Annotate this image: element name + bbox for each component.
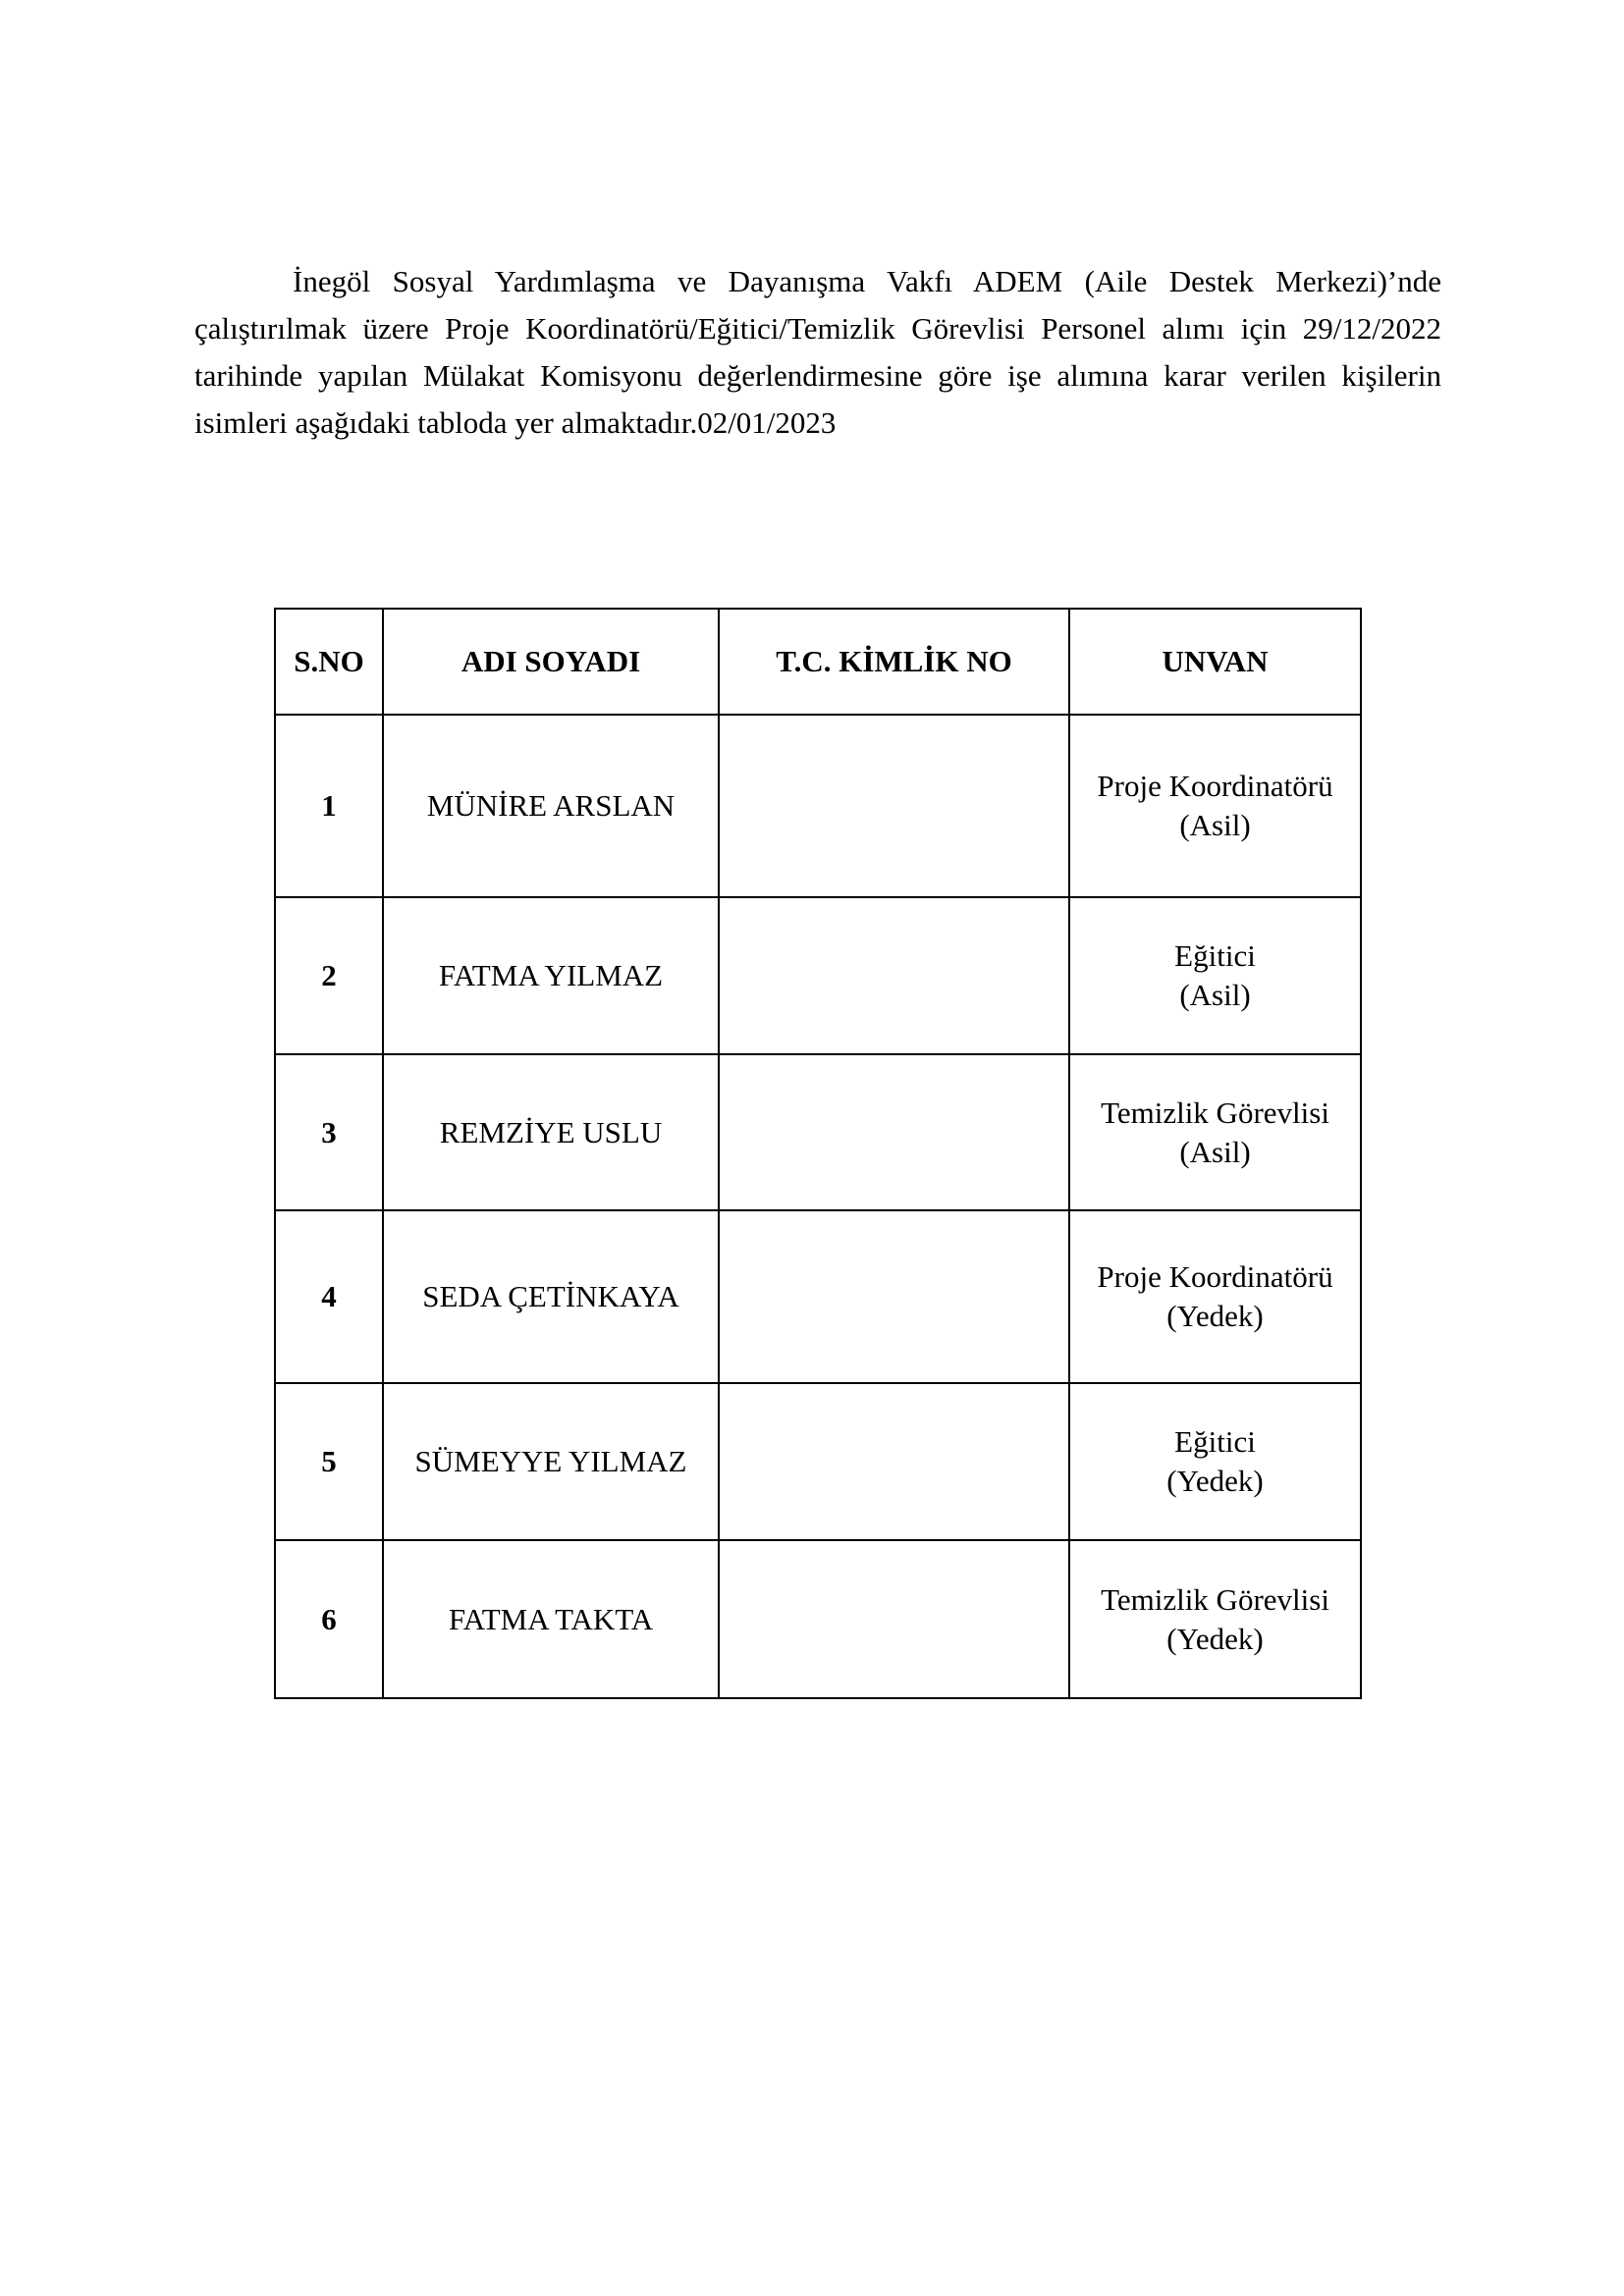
row-tc — [719, 1210, 1069, 1383]
table-header-row — [275, 609, 1361, 715]
header-tc: T.C. KİMLİK NO — [719, 609, 1069, 715]
personnel-table — [274, 608, 1362, 1699]
header-name: ADI SOYADI — [383, 609, 719, 715]
unvan-title: Temizlik Görevlisi — [1101, 1581, 1329, 1617]
table-row — [275, 1054, 1361, 1210]
intro-paragraph: İnegöl Sosyal Yardımlaşma ve Dayanışma Vakfı ADEM (Aile Destek Merkezi)’nde çalıştırılmak üzere Proje Koordinatörü/Eğitici/Temizlik Görevlisi Personel alımı için 29/12/2022 tarihinde yapılan Mülakat Komisyonu değerlendirmesine göre işe alımına karar verilen kişilerin isimleri aşağıdaki tabloda yer almaktadır.02/01/2023 — [194, 264, 1441, 440]
row-unvan — [1069, 1383, 1361, 1540]
unvan-status: (Yedek) — [1166, 1299, 1264, 1333]
row-name: MÜNİRE ARSLAN — [383, 715, 719, 897]
table-row — [275, 1383, 1361, 1540]
unvan-status: (Asil) — [1179, 808, 1251, 842]
row-tc — [719, 897, 1069, 1054]
table-row — [275, 1540, 1361, 1698]
unvan-title: Proje Koordinatörü — [1097, 769, 1333, 803]
row-name: REMZİYE USLU — [383, 1054, 719, 1210]
row-unvan — [1069, 1540, 1361, 1698]
row-tc — [719, 1540, 1069, 1698]
unvan-status: (Yedek) — [1166, 1621, 1264, 1656]
unvan-title: Proje Koordinatörü — [1097, 1259, 1333, 1294]
row-sno: 3 — [275, 1054, 383, 1210]
row-tc — [719, 1383, 1069, 1540]
unvan-status: (Yedek) — [1166, 1464, 1264, 1498]
header-unvan: UNVAN — [1069, 609, 1361, 715]
table-row — [275, 715, 1361, 897]
unvan-title: Temizlik Görevlisi — [1101, 1095, 1329, 1130]
table-row — [275, 897, 1361, 1054]
row-unvan — [1069, 1054, 1361, 1210]
row-unvan — [1069, 715, 1361, 897]
row-name: SÜMEYYE YILMAZ — [383, 1383, 719, 1540]
row-sno: 6 — [275, 1540, 383, 1698]
row-sno: 1 — [275, 715, 383, 897]
unvan-status: (Asil) — [1179, 978, 1251, 1012]
row-sno: 4 — [275, 1210, 383, 1383]
row-unvan — [1069, 1210, 1361, 1383]
row-name: FATMA TAKTA — [383, 1540, 719, 1698]
unvan-status: (Asil) — [1179, 1134, 1251, 1169]
row-tc — [719, 1054, 1069, 1210]
row-sno: 2 — [275, 897, 383, 1054]
row-sno: 5 — [275, 1383, 383, 1540]
header-sno: S.NO — [275, 609, 383, 715]
unvan-title: Eğitici — [1174, 938, 1256, 973]
row-name: SEDA ÇETİNKAYA — [383, 1210, 719, 1383]
row-tc — [719, 715, 1069, 897]
row-name: FATMA YILMAZ — [383, 897, 719, 1054]
table-row — [275, 1210, 1361, 1383]
row-unvan — [1069, 897, 1361, 1054]
unvan-title: Eğitici — [1174, 1424, 1256, 1459]
